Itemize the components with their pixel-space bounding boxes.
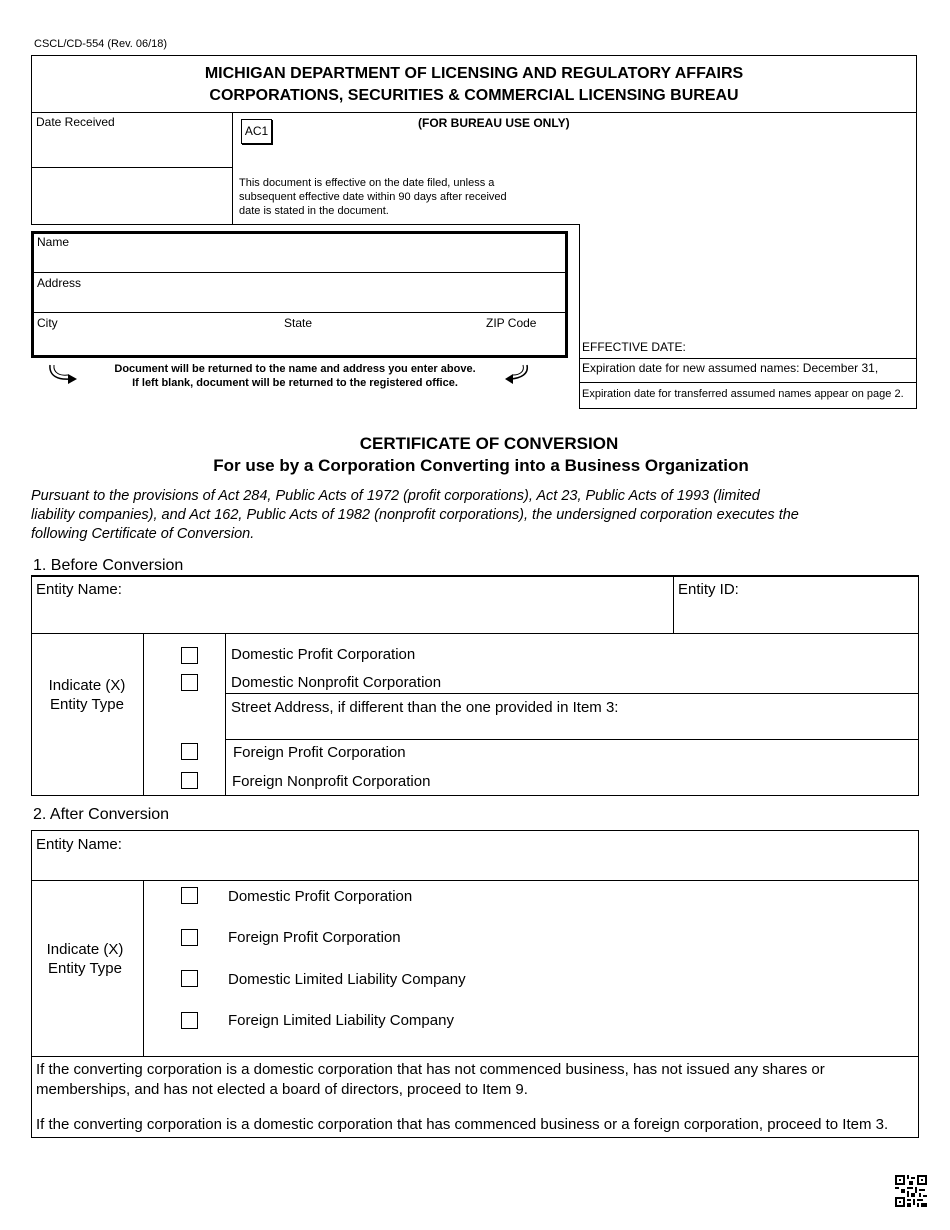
section2-entity-type-label: Entity Type <box>48 960 122 977</box>
section2-heading: 2. After Conversion <box>33 806 170 823</box>
city-label: City <box>37 316 58 330</box>
checkbox-after-domestic-profit[interactable] <box>181 887 198 904</box>
form-code: CSCL/CD-554 (Rev. 06/18) <box>34 38 168 50</box>
option-before-foreign-nonprofit: Foreign Nonprofit Corporation <box>232 773 431 790</box>
effective-date-label: EFFECTIVE DATE: <box>582 340 686 354</box>
return-note-2: If left blank, document will be returned to the registered office. <box>132 377 458 389</box>
section1-heading: 1. Before Conversion <box>33 557 184 574</box>
section1-indicate-label: Indicate (X) <box>48 677 126 694</box>
option-before-foreign-profit: Foreign Profit Corporation <box>233 744 406 761</box>
note-1-line-1: If the converting corporation is a domestic corporation that has not commenced business, has not issued any shares or <box>36 1061 825 1078</box>
zip-label: ZIP Code <box>486 316 537 330</box>
form-title: CERTIFICATE OF CONVERSION <box>359 434 619 453</box>
option-after-domestic-llc: Domestic Limited Liability Company <box>228 971 466 988</box>
checkbox-before-domestic-profit[interactable] <box>181 647 198 664</box>
curved-arrow-left-icon <box>503 362 533 386</box>
option-after-foreign-llc: Foreign Limited Liability Company <box>228 1012 454 1029</box>
checkbox-before-foreign-nonprofit[interactable] <box>181 772 198 789</box>
section1-entity-name-field[interactable] <box>32 598 672 632</box>
checkbox-before-domestic-nonprofit[interactable] <box>181 674 198 691</box>
intro-line-2: liability companies), and Act 162, Public Acts of 1982 (nonprofit corporations), the undersigned corporation executes the <box>31 507 799 523</box>
name-label: Name <box>37 235 70 249</box>
bureau-use-label: (FOR BUREAU USE ONLY) <box>418 116 570 130</box>
header-line-1: MICHIGAN DEPARTMENT OF LICENSING AND REGULATORY AFFAIRS <box>204 65 744 82</box>
intro-line-1: Pursuant to the provisions of Act 284, Public Acts of 1972 (profit corporations), Act 23, Public Acts of 1993 (limited <box>31 488 760 504</box>
option-after-foreign-profit: Foreign Profit Corporation <box>228 929 401 946</box>
effective-note-2: subsequent effective date within 90 days after received <box>239 191 507 203</box>
section1-entity-type-label: Entity Type <box>50 696 124 713</box>
section1-entity-id-label: Entity ID: <box>678 581 739 598</box>
address-label: Address <box>37 276 82 290</box>
checkbox-after-foreign-llc[interactable] <box>181 1012 198 1029</box>
effective-note-3: date is stated in the document. <box>239 205 389 217</box>
return-note-1: Document will be returned to the name and address you enter above. <box>114 363 476 375</box>
state-label: State <box>284 316 313 330</box>
checkbox-before-foreign-profit[interactable] <box>181 743 198 760</box>
name-field[interactable] <box>34 248 564 272</box>
option-before-domestic-profit: Domestic Profit Corporation <box>231 646 416 663</box>
curved-arrow-right-icon <box>46 362 82 386</box>
checkbox-after-domestic-llc[interactable] <box>181 970 198 987</box>
street-address-label: Street Address, if different than the one provided in Item 3: <box>231 699 619 716</box>
option-before-domestic-nonprofit: Domestic Nonprofit Corporation <box>231 674 442 691</box>
intro-line-3: following Certificate of Conversion. <box>31 526 255 542</box>
section2-indicate-label: Indicate (X) <box>46 941 124 958</box>
section2-entity-name-field[interactable] <box>32 853 918 879</box>
zip-field[interactable] <box>484 329 564 353</box>
header-box <box>31 55 917 113</box>
header-line-2: CORPORATIONS, SECURITIES & COMMERCIAL LICENSING BUREAU <box>209 87 739 104</box>
address-field[interactable] <box>34 289 564 312</box>
option-after-domestic-profit: Domestic Profit Corporation <box>228 888 413 905</box>
street-address-field[interactable] <box>226 716 918 738</box>
checkbox-after-foreign-profit[interactable] <box>181 929 198 946</box>
ac1-box: AC1 <box>241 119 272 144</box>
section2-entity-name-label: Entity Name: <box>36 836 122 853</box>
section1-entity-id-field[interactable] <box>674 598 918 632</box>
qr-code-icon <box>895 1175 927 1207</box>
city-field[interactable] <box>34 329 274 353</box>
note-1-line-2: memberships, and has not elected a board of directors, proceed to Item 9. <box>36 1081 528 1098</box>
form-subtitle: For use by a Corporation Converting into a Business Organization <box>213 456 749 475</box>
note-2: If the converting corporation is a domestic corporation that has commenced business or a foreign corporation, proceed to Item 3. <box>36 1116 889 1133</box>
effective-note-1: This document is effective on the date filed, unless a <box>239 177 495 189</box>
expiration-transferred-names: Expiration date for transferred assumed names appear on page 2. <box>582 388 904 400</box>
date-received-label: Date Received <box>36 115 115 129</box>
state-field[interactable] <box>284 329 474 353</box>
expiration-new-names: Expiration date for new assumed names: December 31, <box>582 361 879 375</box>
section1-entity-name-label: Entity Name: <box>36 581 122 598</box>
